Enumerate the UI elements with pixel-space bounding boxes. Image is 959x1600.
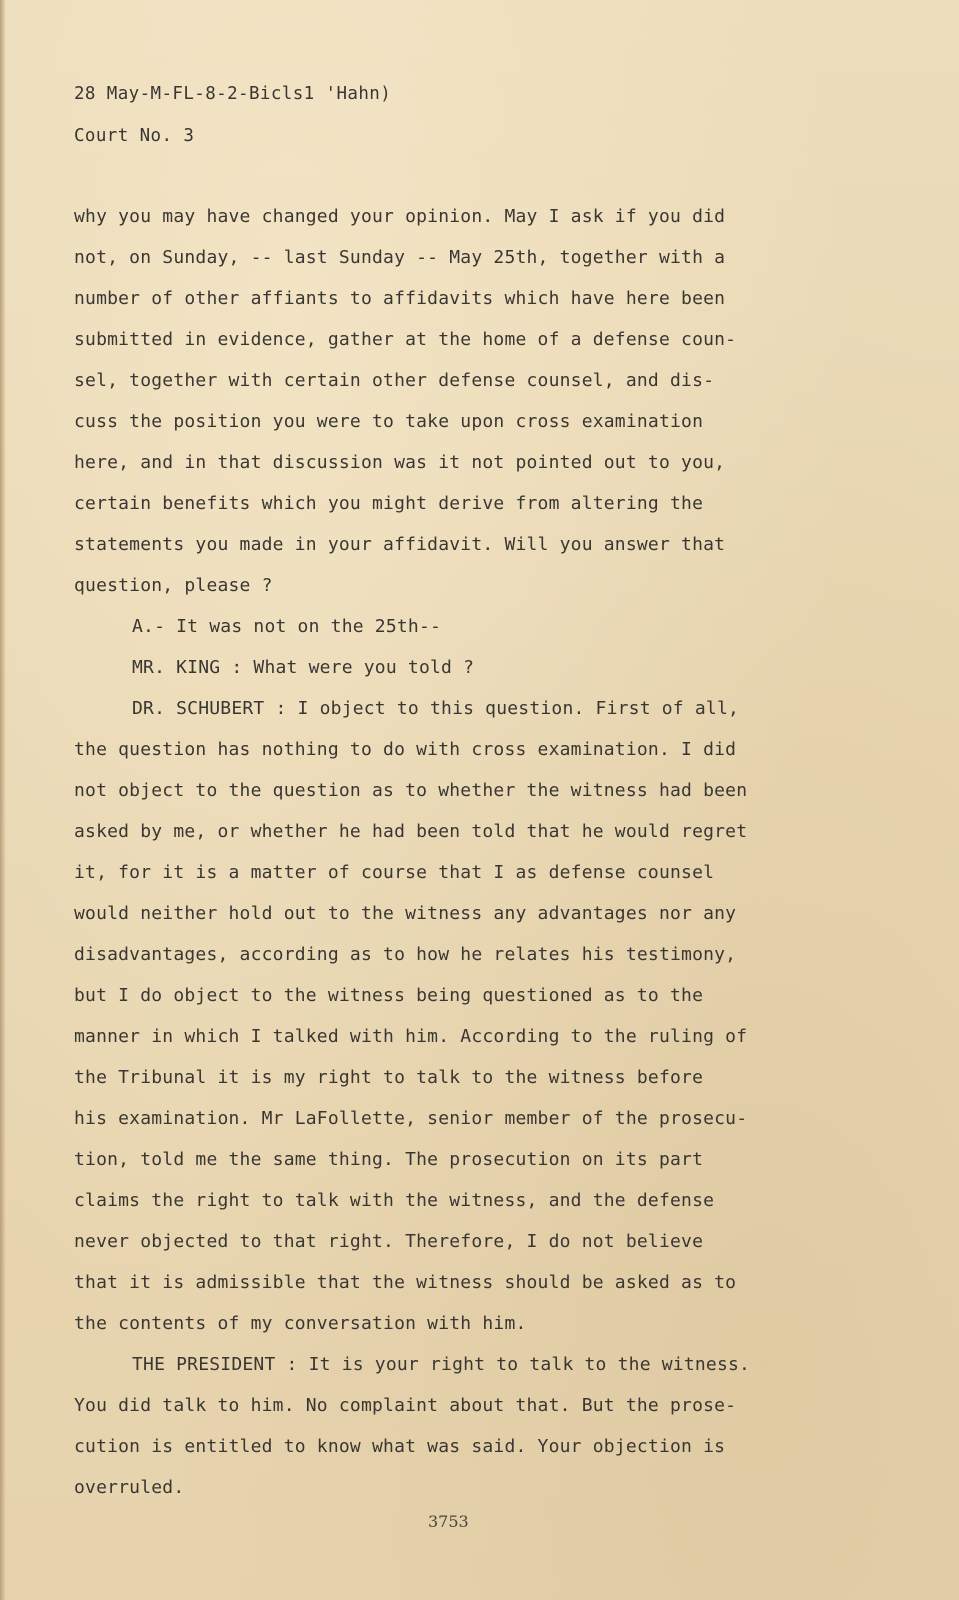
body-line: statements you made in your affidavit. Will you answer that [74,534,726,555]
body-line: question, please ? [74,575,273,596]
body-line: never objected to that right. Therefore, I do not believe [74,1231,704,1252]
page-edge-shadow [0,0,6,1600]
body-line: number of other affiants to affidavits which have here been [74,288,726,309]
body-line: the Tribunal it is my right to talk to the witness before [74,1067,704,1088]
body-line: overruled. [74,1477,185,1498]
header-court-line: Court No. 3 [74,126,195,146]
speaker-line-king: MR. KING : What were you told ? [132,657,475,678]
body-line: You did talk to him. No complaint about that. But the prose- [74,1395,737,1416]
body-line: tion, told me the same thing. The prosecution on its part [74,1149,704,1170]
header-docket-line: 28 May-M-FL-8-2-Bicls1 'Hahn) [74,84,392,104]
body-line: that it is admissible that the witness should be asked as to [74,1272,737,1293]
speaker-line-schubert: DR. SCHUBERT : I object to this question. First of all, [132,698,740,719]
body-line: it, for it is a matter of course that I as defense counsel [74,862,715,883]
body-line: manner in which I talked with him. According to the ruling of [74,1026,748,1047]
body-line: the question has nothing to do with cross examination. I did [74,739,737,760]
body-line: cution is entitled to know what was said. Your objection is [74,1436,726,1457]
page-number: 3753 [428,1512,469,1531]
body-line: why you may have changed your opinion. May I ask if you did [74,206,726,227]
body-line: but I do object to the witness being questioned as to the [74,985,704,1006]
body-line: his examination. Mr LaFollette, senior member of the prosecu- [74,1108,748,1129]
body-line: not object to the question as to whether the witness had been [74,780,748,801]
body-line: the contents of my conversation with him. [74,1313,527,1334]
body-line: here, and in that discussion was it not pointed out to you, [74,452,726,473]
body-line: not, on Sunday, -- last Sunday -- May 25th, together with a [74,247,726,268]
answer-line: A.- It was not on the 25th-- [132,616,442,637]
body-line: cuss the position you were to take upon cross examination [74,411,704,432]
body-line: disadvantages, according as to how he relates his testimony, [74,944,737,965]
body-line: sel, together with certain other defense counsel, and dis- [74,370,715,391]
body-line: certain benefits which you might derive from altering the [74,493,704,514]
body-line: would neither hold out to the witness any advantages nor any [74,903,737,924]
body-line: asked by me, or whether he had been told that he would regret [74,821,748,842]
body-line: submitted in evidence, gather at the home of a defense coun- [74,329,737,350]
speaker-line-president: THE PRESIDENT : It is your right to talk to the witness. [132,1354,751,1375]
body-line: claims the right to talk with the witness, and the defense [74,1190,715,1211]
